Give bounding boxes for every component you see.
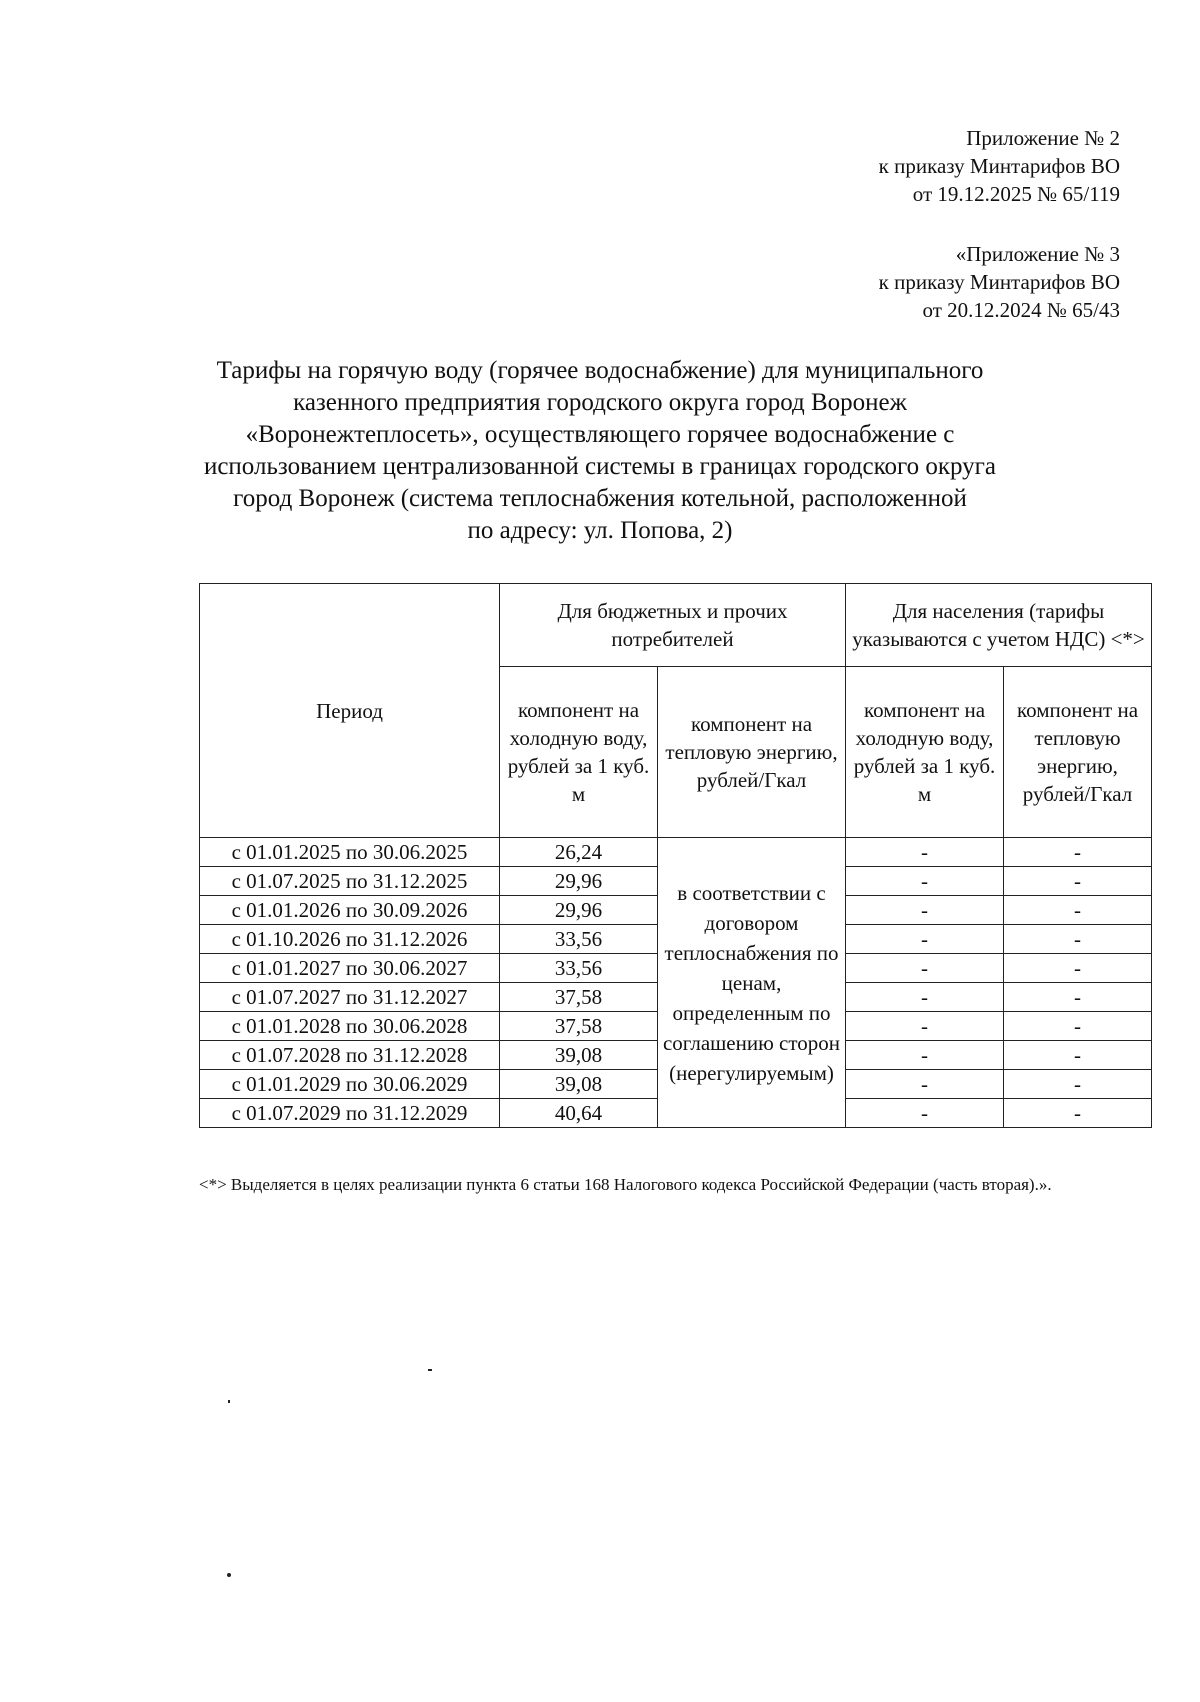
- heat-component-header: компонент на тепловую энергию, рублей/Гкал: [658, 667, 846, 838]
- tariff-table: [199, 583, 1152, 1128]
- title-line: по адресу: ул. Попова, 2): [467, 517, 733, 544]
- title-line: город Воронеж (система теплоснабжения котельной, расположенной: [233, 485, 967, 512]
- cold-water-component-header: компонент на холодную воду, рублей за 1 куб. м: [500, 667, 658, 838]
- order-reference: к приказу Минтарифов ВО: [878, 154, 1120, 178]
- population-cold-water-value: -: [846, 925, 1004, 954]
- cold-water-value: 39,08: [500, 1070, 658, 1099]
- heat-component-note: в соответствии с договором теплоснабжения по ценам, определенным по соглашению сторон (нерегулируемым): [658, 838, 846, 1128]
- cold-water-value: 33,56: [500, 954, 658, 983]
- period-cell: с 01.01.2027 по 30.06.2027: [200, 954, 500, 983]
- population-header: Для населения (тарифы указываются с учетом НДС) <*>: [846, 584, 1152, 667]
- population-heat-value: -: [1004, 896, 1152, 925]
- period-cell: с 01.01.2025 по 30.06.2025: [200, 838, 500, 867]
- title-line: Тарифы на горячую воду (горячее водоснабжение) для муниципального: [216, 357, 984, 384]
- population-cold-water-value: -: [846, 1099, 1004, 1128]
- population-heat-value: -: [1004, 1012, 1152, 1041]
- population-heat-value: -: [1004, 1041, 1152, 1070]
- title-line: использованием централизованной системы в границах городского округа: [203, 453, 997, 480]
- period-cell: с 01.07.2025 по 31.12.2025: [200, 867, 500, 896]
- footnote: <*> Выделяется в целях реализации пункта 6 статьи 168 Налогового кодекса Российской Федерации (часть вторая).».: [199, 1175, 1052, 1194]
- document-title: [150, 355, 1050, 547]
- budget-consumers-header: Для бюджетных и прочих потребителей: [500, 584, 846, 667]
- cold-water-value: 33,56: [500, 925, 658, 954]
- cold-water-value: 39,08: [500, 1041, 658, 1070]
- population-heat-value: -: [1004, 954, 1152, 983]
- population-cold-water-value: -: [846, 1041, 1004, 1070]
- cold-water-value: 29,96: [500, 896, 658, 925]
- population-heat-value: -: [1004, 983, 1152, 1012]
- population-heat-value: -: [1004, 838, 1152, 867]
- cold-water-value: 26,24: [500, 838, 658, 867]
- title-line: казенного предприятия городского округа город Воронеж: [293, 389, 907, 416]
- population-cold-water-value: -: [846, 983, 1004, 1012]
- period-cell: с 01.01.2028 по 30.06.2028: [200, 1012, 500, 1041]
- cold-water-value: 29,96: [500, 867, 658, 896]
- period-cell: с 01.01.2026 по 30.09.2026: [200, 896, 500, 925]
- scan-speck: [428, 1369, 432, 1371]
- order-date-number: от 20.12.2024 № 65/43: [922, 298, 1120, 322]
- cold-water-value: 37,58: [500, 983, 658, 1012]
- scan-speck: [228, 1400, 230, 1403]
- period-cell: с 01.07.2027 по 31.12.2027: [200, 983, 500, 1012]
- period-cell: с 01.10.2026 по 31.12.2026: [200, 925, 500, 954]
- population-heat-value: -: [1004, 1099, 1152, 1128]
- population-cold-water-value: -: [846, 1012, 1004, 1041]
- appendix-number: Приложение № 2: [966, 126, 1120, 150]
- appendix-header-original: [879, 240, 1120, 324]
- order-date-number: от 19.12.2025 № 65/119: [912, 182, 1120, 206]
- population-heat-header: компонент на тепловую энергию, рублей/Гкал: [1004, 667, 1152, 838]
- appendix-number: «Приложение № 3: [955, 242, 1120, 266]
- period-header: Период: [200, 584, 500, 838]
- table-header-row: [200, 584, 1152, 667]
- population-heat-value: -: [1004, 867, 1152, 896]
- period-cell: с 01.07.2028 по 31.12.2028: [200, 1041, 500, 1070]
- population-cold-water-value: -: [846, 954, 1004, 983]
- population-cold-water-value: -: [846, 867, 1004, 896]
- title-line: «Воронежтеплосеть», осуществляющего горячее водоснабжение с: [245, 421, 955, 448]
- appendix-header-current: [879, 124, 1120, 208]
- population-cold-water-header: компонент на холодную воду, рублей за 1 куб. м: [846, 667, 1004, 838]
- population-heat-value: -: [1004, 1070, 1152, 1099]
- population-cold-water-value: -: [846, 838, 1004, 867]
- population-cold-water-value: -: [846, 896, 1004, 925]
- population-heat-value: -: [1004, 925, 1152, 954]
- period-cell: с 01.07.2029 по 31.12.2029: [200, 1099, 500, 1128]
- period-cell: с 01.01.2029 по 30.06.2029: [200, 1070, 500, 1099]
- table-row: [200, 838, 1152, 867]
- cold-water-value: 37,58: [500, 1012, 658, 1041]
- population-cold-water-value: -: [846, 1070, 1004, 1099]
- cold-water-value: 40,64: [500, 1099, 658, 1128]
- scan-speck: [227, 1573, 231, 1577]
- order-reference: к приказу Минтарифов ВО: [878, 270, 1120, 294]
